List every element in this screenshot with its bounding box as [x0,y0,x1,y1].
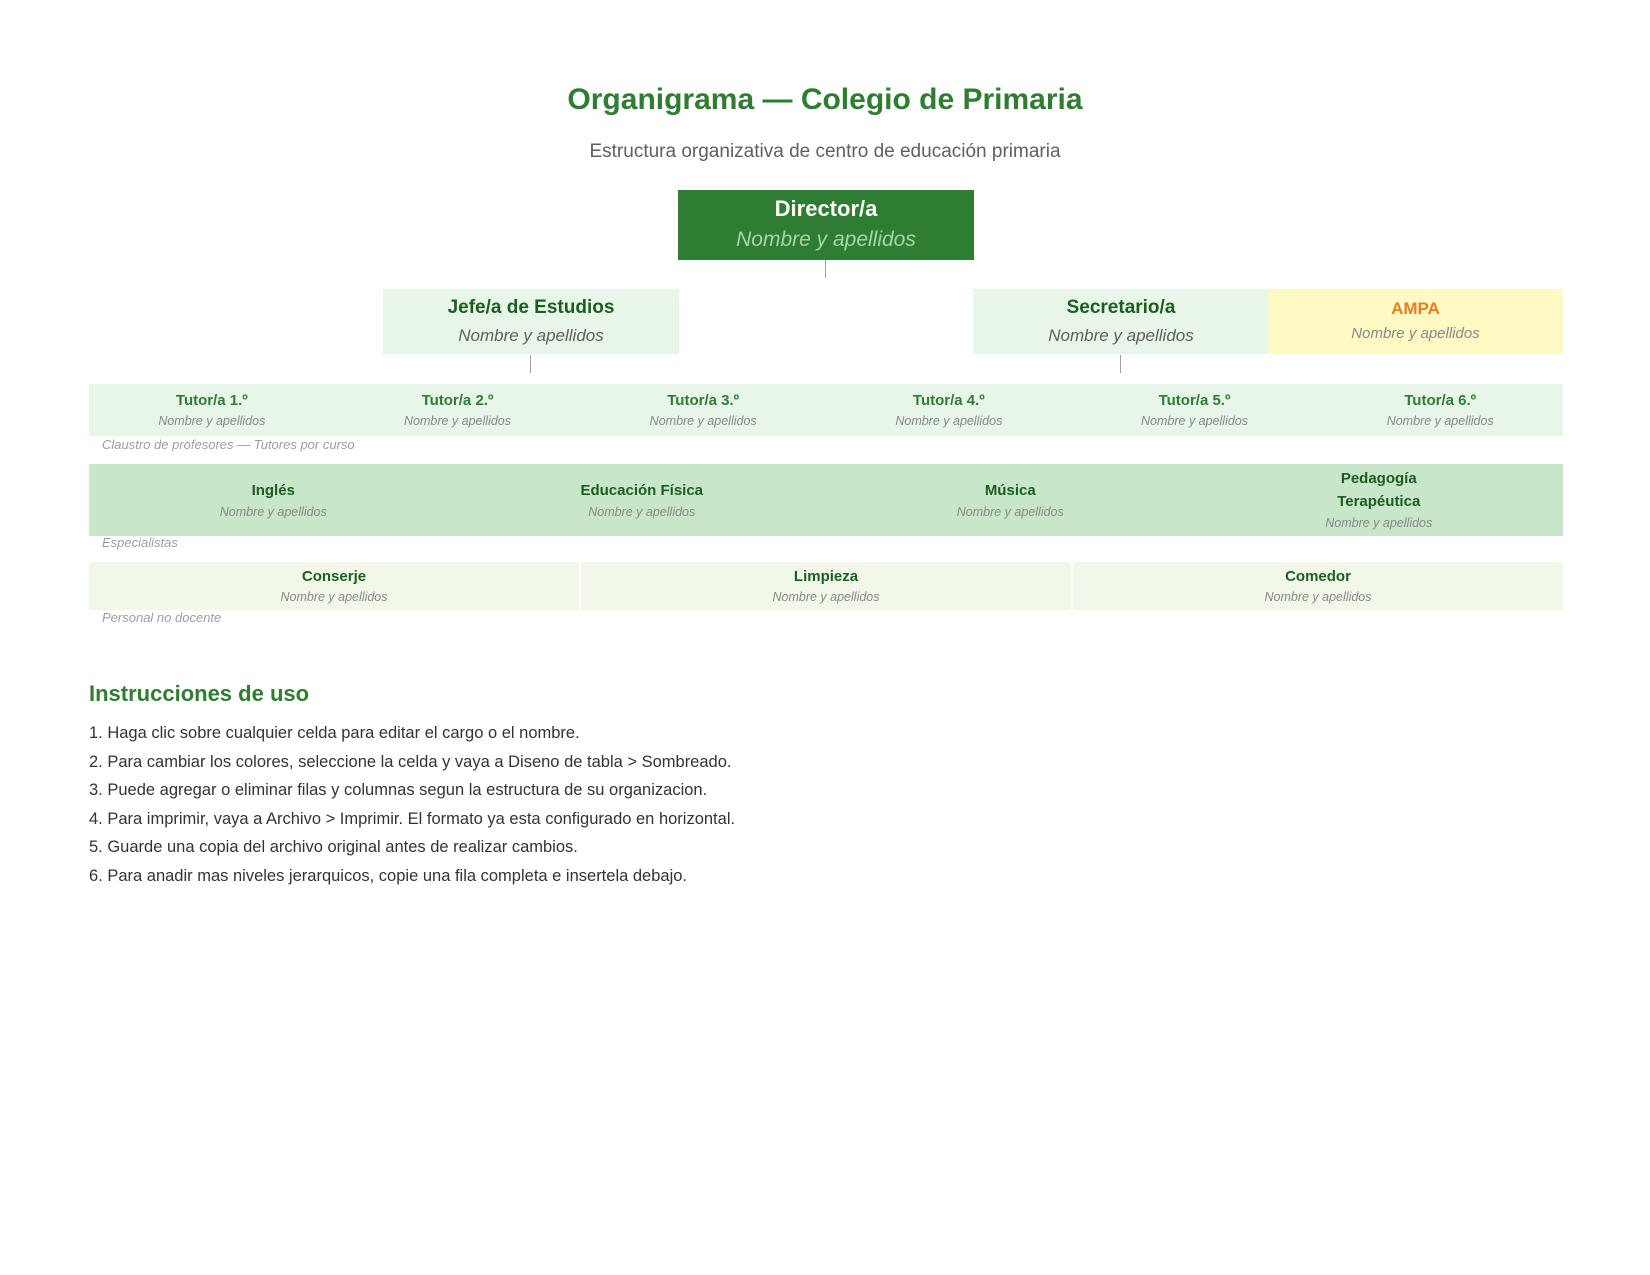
tutor-cell[interactable] [1317,384,1563,436]
director-role: Director/a [774,196,878,221]
specialist-role: Educación Física [580,481,704,499]
tutor-cell[interactable] [335,384,581,436]
instruction-item: 6. Para anadir mas niveles jerarquicos, copie una fila completa e insertela debajo. [89,866,688,885]
tutor-cell[interactable] [826,384,1072,436]
page-subtitle: Estructura organizativa de centro de educación primaria [589,141,1061,162]
tutor-name: Nombre y apellidos [404,413,511,428]
director-name: Nombre y apellidos [736,228,916,251]
page-title: Organigrama — Colegio de Primaria [567,83,1083,116]
instruction-item: 3. Puede agregar o eliminar filas y columnas segun la estructura de su organizacion. [89,781,708,799]
tutor-role: Tutor/a 5.º [1158,391,1231,409]
tutor-name: Nombre y apellidos [158,413,266,428]
tutors-row [89,384,1563,436]
jefe-estudios-role: Jefe/a de Estudios [447,296,615,318]
staff-cell[interactable] [89,562,579,610]
connector-line [1120,355,1121,373]
jefe-estudios-name: Nombre y apellidos [458,325,604,345]
tutor-cell[interactable] [1072,384,1318,436]
specialist-cell[interactable] [89,464,458,536]
tutor-cell[interactable] [580,384,826,436]
specialist-cell[interactable] [826,464,1195,536]
staff-cell[interactable] [581,562,1071,610]
staff-name: Nombre y apellidos [772,589,880,604]
tutor-name: Nombre y apellidos [649,413,757,428]
specialist-name: Nombre y apellidos [956,504,1064,519]
ampa-name: Nombre y apellidos [1351,325,1480,342]
staff-name: Nombre y apellidos [1264,589,1372,604]
secretario-name: Nombre y apellidos [1048,325,1194,345]
connector-line [825,260,826,278]
ampa-cell[interactable] [1268,289,1563,354]
specialist-name: Nombre y apellidos [219,504,327,519]
staff-name: Nombre y apellidos [280,589,388,604]
tutor-name: Nombre y apellidos [1141,413,1249,428]
tutor-role: Tutor/a 2.º [421,391,494,409]
specialist-role: Música [984,481,1036,499]
instruction-item: 1. Haga clic sobre cualquier celda para editar el cargo o el nombre. [89,724,580,742]
instructions-title: Instrucciones de uso [89,681,310,706]
director-cell[interactable] [678,190,974,260]
staff-caption: Personal no docente [102,610,222,625]
tutor-cell[interactable] [89,384,335,436]
staff-row [89,562,1563,610]
staff-cell[interactable] [1073,562,1563,610]
specialist-role: Inglés [251,481,295,499]
specialist-name: Nombre y apellidos [588,504,696,519]
ampa-role: AMPA [1391,299,1440,318]
tutor-role: Tutor/a 4.º [912,391,985,409]
specialist-role-line2: Terapéutica [1337,493,1421,510]
tutor-role: Tutor/a 3.º [667,391,740,409]
tutors-caption: Claustro de profesores — Tutores por curso [102,437,355,452]
secretario-cell[interactable] [973,289,1269,354]
instruction-item: 4. Para imprimir, vaya a Archivo > Imprimir. El formato ya esta configurado en horizontal. [89,809,736,828]
staff-role: Limpieza [793,567,859,585]
tutor-role: Tutor/a 6.º [1404,391,1477,409]
instruction-item: 2. Para cambiar los colores, seleccione la celda y vaya a Diseno de tabla > Sombreado. [89,752,732,771]
specialist-role-line1: Pedagogía [1340,470,1417,487]
instructions-list [89,719,735,890]
specialist-cell[interactable] [458,464,827,536]
instruction-item: 5. Guarde una copia del archivo original antes de realizar cambios. [89,838,578,856]
specialist-name: Nombre y apellidos [1325,516,1433,530]
connector-line [530,355,531,373]
tutor-name: Nombre y apellidos [1386,413,1494,428]
secretario-role: Secretario/a [1066,296,1176,318]
staff-role: Conserje [301,567,367,585]
tutor-name: Nombre y apellidos [895,413,1003,428]
specialists-row [89,464,1563,536]
jefe-estudios-cell[interactable] [383,289,679,354]
tutor-role: Tutor/a 1.º [175,391,248,409]
specialists-caption: Especialistas [102,535,178,550]
specialist-cell[interactable] [1195,464,1564,536]
staff-role: Comedor [1285,567,1351,585]
